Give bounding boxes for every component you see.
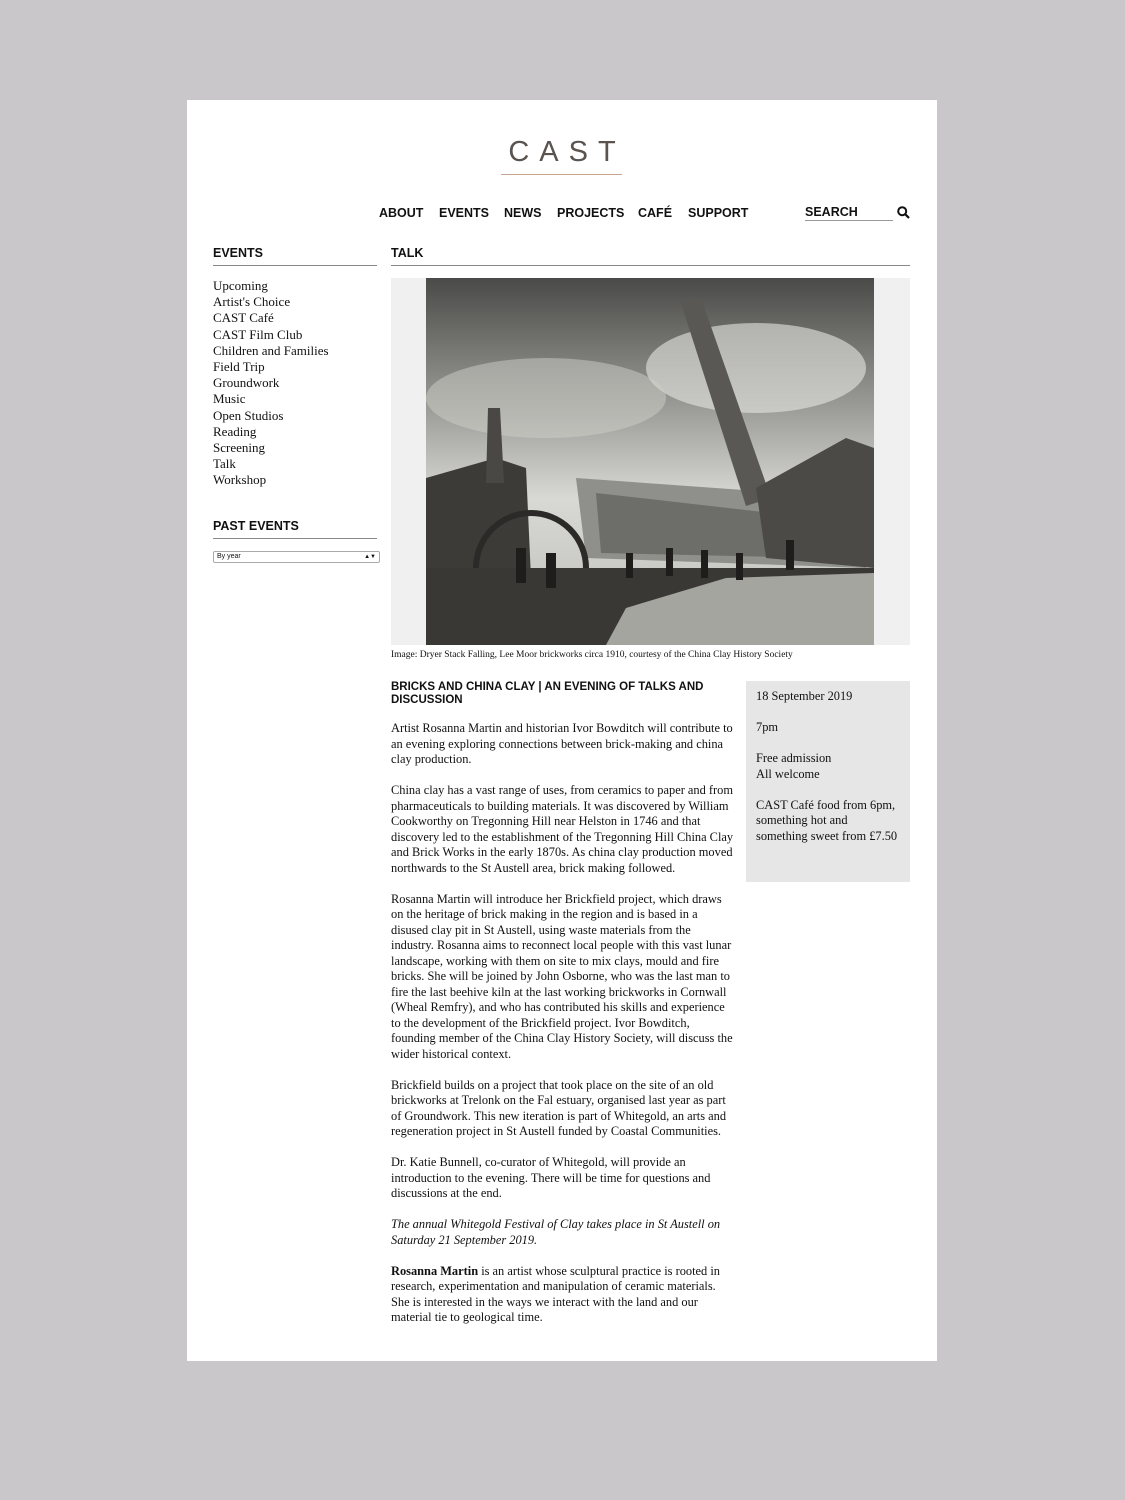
sidebar-item-cast-cafe[interactable]: CAST Café <box>213 310 274 326</box>
nav-projects[interactable]: PROJECTS <box>557 206 625 220</box>
artist-bio <box>391 1264 736 1326</box>
nav-news[interactable]: NEWS <box>504 206 542 220</box>
sidebar-item-music[interactable]: Music <box>213 391 246 407</box>
event-date: 18 September 2019 <box>756 689 853 703</box>
search-box[interactable] <box>805 205 910 221</box>
event-category-list <box>213 278 377 489</box>
search-input[interactable]: SEARCH <box>805 205 893 221</box>
artist-name: Rosanna Martin <box>391 1263 479 1278</box>
sidebar <box>213 246 377 563</box>
festival-note <box>391 1217 736 1248</box>
main-content <box>391 246 910 1341</box>
nav-support[interactable]: SUPPORT <box>688 206 749 220</box>
past-events-year-select[interactable] <box>213 551 380 563</box>
article-paragraph: Dr. Katie Bunnell, co-curator of Whitegold, will provide an introduction to the evening. There will be time for questions and discussions at the end. <box>391 1155 711 1200</box>
image-caption: Image: Dryer Stack Falling, Lee Moor brickworks circa 1910, courtesy of the China Clay History Society <box>391 650 793 660</box>
sidebar-item-workshop[interactable]: Workshop <box>213 472 267 488</box>
event-time: 7pm <box>756 720 779 734</box>
logo-underline <box>501 174 622 175</box>
sidebar-item-upcoming[interactable]: Upcoming <box>213 278 268 293</box>
event-details <box>391 681 910 1326</box>
year-select-value: By year <box>217 552 241 560</box>
article-paragraph: Artist Rosanna Martin and historian Ivor Bowditch will contribute to an evening exploring connections between brick-making and china clay production. <box>391 721 733 766</box>
past-events-title: PAST EVENTS <box>213 519 377 539</box>
search-icon[interactable] <box>897 206 910 219</box>
article-paragraph: Rosanna Martin will introduce her Brickfield project, which draws on the heritage of brick making in the region and is based in a disused clay pit in St Austell, using waste materials from the industry. Rosanna aims to reconnect local people with this vast lunar landscape, working with them on site to mix clays, mould and fire bricks. She will be joined by John Osborne, who was the last man to fire the last beehive kiln at the last working brickworks in Cornwall (Wheal Remfry), and who has contributed his skills and experience to the development of the Brickfield project. Ivor Bowditch, founding member of the China Clay History Society, will discuss the wider historical context. <box>391 891 733 1061</box>
event-admission <box>756 751 900 782</box>
festival-note-text: The annual Whitegold Festival of Clay takes place in St Austell on Saturday 21 September 2019. <box>391 1217 721 1247</box>
admission-text: Free admission <box>756 751 832 765</box>
page <box>187 100 937 1361</box>
select-arrows-icon: ▲▼ <box>364 553 376 560</box>
sidebar-item-screening[interactable]: Screening <box>213 440 265 456</box>
cafe-info: CAST Café food from 6pm, something hot and something sweet from £7.50 <box>756 797 898 843</box>
article-paragraph: China clay has a vast range of uses, from ceramics to paper and from pharmaceuticals to building materials. It was discovered by William Cookworthy on Tregonning Hill near Helston in 1746 and that discovery led to the establishment of the Tregonning Hill China Clay and Brick Works in the early 1870s. As china clay production moved northwards to the St Austell area, brick making followed. <box>391 783 734 875</box>
article-paragraph: Brickfield builds on a project that took place on the site of an old brickworks at Trelonk on the Fal estuary, organised last year as part of Groundwork. This new iteration is part of Whitegold, an arts and regeneration project in St Austell funded by Coastal Communities. <box>391 1077 727 1138</box>
sidebar-item-talk[interactable]: Talk <box>213 456 236 472</box>
sidebar-title: EVENTS <box>213 246 377 266</box>
category-title: TALK <box>391 246 910 266</box>
sidebar-item-groundwork[interactable]: Groundwork <box>213 375 280 391</box>
event-title: BRICKS AND CHINA CLAY | AN EVENING OF TALKS AND DISCUSSION <box>391 681 704 706</box>
sidebar-item-open-studios[interactable]: Open Studios <box>213 407 284 423</box>
event-info-box <box>746 681 910 882</box>
hero-image <box>391 278 910 645</box>
sidebar-item-artists-choice[interactable]: Artist's Choice <box>213 294 291 310</box>
artist-bio-text: is an artist whose sculptural practice is rooted in research, experimentation and manipulation of ceramic materials. She is interested in the ways we interact with the land and our material tie to geological time. <box>391 1263 720 1324</box>
nav-cafe[interactable]: CAFÉ <box>638 206 673 220</box>
site-logo[interactable]: CAST <box>508 136 626 168</box>
nav-about[interactable]: ABOUT <box>379 206 424 220</box>
nav-events[interactable]: EVENTS <box>439 206 490 220</box>
sidebar-item-reading[interactable]: Reading <box>213 423 257 439</box>
event-article <box>391 681 736 1326</box>
sidebar-item-children-and-families[interactable]: Children and Families <box>213 342 329 358</box>
welcome-text: All welcome <box>756 766 820 781</box>
sidebar-item-field-trip[interactable]: Field Trip <box>213 359 265 375</box>
brickworks-photo <box>426 278 874 645</box>
sidebar-item-cast-film-club[interactable]: CAST Film Club <box>213 326 303 342</box>
